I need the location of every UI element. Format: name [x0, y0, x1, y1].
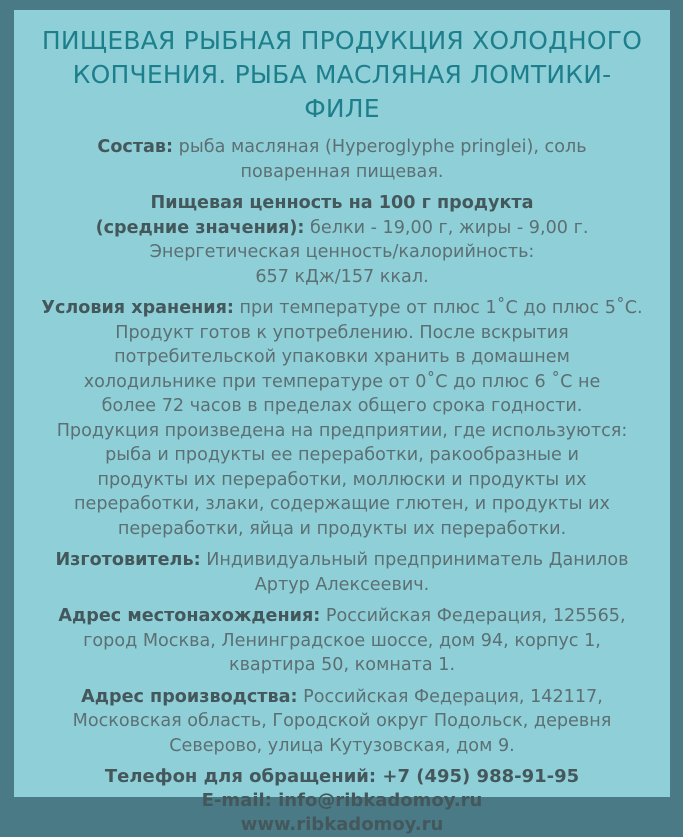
nutrition-section	[36, 191, 648, 289]
production-line	[36, 685, 648, 710]
manufacturer-line: Артур Алексеевич.	[254, 574, 430, 595]
nutrition-values: белки - 19,00 г, жиры - 9,00 г.	[304, 217, 589, 238]
storage-label: Условия хранения:	[41, 298, 234, 318]
storage-line	[36, 296, 648, 321]
location-line: город Москва, Ленинградское шоссе, дом 94, корпус 1,	[83, 630, 601, 651]
manufacturer-line	[36, 548, 648, 573]
composition-section	[36, 135, 648, 184]
storage-text: при температуре от плюс 1˚С до плюс 5˚С.	[233, 298, 643, 318]
title-line: ПИЩЕВАЯ РЫБНАЯ ПРОДУКЦИЯ ХОЛОДНОГО	[41, 26, 643, 55]
product-label	[14, 10, 670, 835]
composition-label: Состав:	[97, 137, 174, 157]
nutrition-line	[36, 216, 648, 241]
manufacturer-text: Индивидуальный предприниматель Данилов	[200, 550, 629, 570]
storage-line: Продукт готов к употреблению. После вскрытия	[115, 322, 569, 343]
website-line: www.ribkadomoy.ru	[240, 814, 444, 835]
production-text: Российская Федерация, 142117,	[297, 686, 603, 707]
email-line: E-mail: info@ribkadomoy.ru	[201, 790, 483, 811]
manufacturer-section	[36, 548, 648, 597]
storage-line: потребительской упаковки хранить в домашнем	[114, 347, 570, 367]
allergen-line: Продукция произведена на предприятии, где используются:	[56, 420, 628, 441]
composition-text: рыба масляная (Hyperoglyphe pringlei), соль	[173, 137, 587, 157]
nutrition-heading: Пищевая ценность на 100 г продукта	[150, 193, 534, 213]
nutrition-label: (средние значения):	[95, 217, 305, 238]
title-line: КОПЧЕНИЯ. РЫБА МАСЛЯНАЯ ЛОМТИКИ-ФИЛЕ	[72, 60, 612, 123]
location-text: Российская Федерация, 125565,	[320, 606, 626, 626]
storage-line: более 72 часов в пределах общего срока годности.	[101, 396, 583, 416]
phone-line: Телефон для обращений: +7 (495) 988-91-95	[104, 766, 580, 787]
product-title	[36, 24, 648, 126]
composition-line: поваренная пищевая.	[240, 161, 444, 182]
contact-section	[36, 765, 648, 837]
allergen-line: переработки, яйца и продукты их переработки.	[117, 518, 567, 539]
location-label: Адрес местонахождения:	[58, 606, 321, 626]
storage-line: холодильнике при температуре от 0˚С до плюс 6 ˚С не	[83, 371, 601, 392]
location-line: квартира 50, комната 1.	[228, 655, 456, 675]
energy-value: 657 кДж/157 ккал.	[255, 266, 429, 287]
composition-line	[36, 135, 648, 160]
location-section	[36, 604, 648, 678]
production-line: Московская область, Городской округ Подольск, деревня	[72, 711, 612, 731]
storage-section	[36, 296, 648, 541]
energy-label: Энергетическая ценность/калорийность:	[149, 242, 535, 262]
manufacturer-label: Изготовитель:	[55, 550, 201, 570]
production-section	[36, 685, 648, 759]
allergen-line: рыба и продукты ее переработки, ракообразные и	[105, 445, 579, 465]
allergen-line: переработки, злаки, содержащие глютен, и продукты их	[74, 494, 610, 514]
allergen-line: продукты их переработки, моллюски и продукты их	[97, 469, 587, 490]
production-label: Адрес производства:	[81, 686, 298, 707]
location-line	[36, 604, 648, 629]
production-line: Северово, улица Кутузовская, дом 9.	[169, 735, 515, 756]
